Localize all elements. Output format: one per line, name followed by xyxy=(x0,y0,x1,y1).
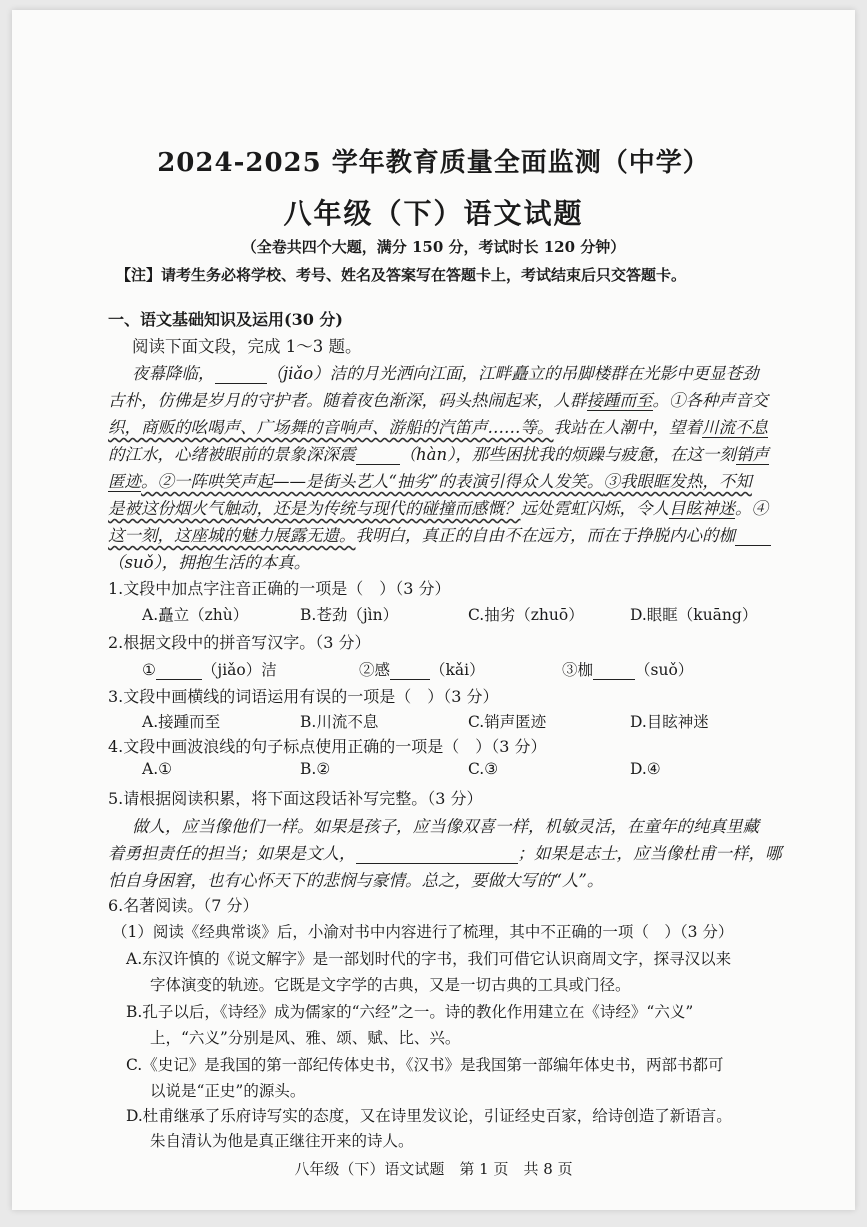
question-4-stem: 4.文段中画波浪线的句子标点使用正确的一项是（ ）（3 分） xyxy=(108,737,547,756)
answer-blank xyxy=(356,448,400,465)
question-1-stem: 1.文段中加点字注音正确的一项是（ ）（3 分） xyxy=(108,579,451,598)
q3-option-c: C.销声匿迹 xyxy=(468,713,547,731)
passage-line: 古朴，仿佛是岁月的守护者。随着夜色渐深，码头热闹起来，人群接踵而至。①各种声音交 xyxy=(108,391,768,410)
q2-item-3: ③枷 （suǒ） xyxy=(562,661,694,679)
q5-line: 怕自身困窘，也有心怀天下的悲悯与豪情。总之，要做大写的“人”。 xyxy=(108,871,604,890)
q3-option-d: D.目眩神迷 xyxy=(630,713,709,731)
question-3-stem: 3.文段中画横线的词语运用有误的一项是（ ）（3 分） xyxy=(108,687,499,706)
passage-line: 的江水，心绪被眼前的景象深深震 （hàn），那些困扰我的烦躁与疲惫，在这一刻销声 xyxy=(108,445,769,464)
passage-line: 夜幕降临， （jiǎo）洁的月光洒向江面，江畔矗立的吊脚楼群在光影中更显苍劲 xyxy=(132,364,759,383)
exam-page xyxy=(12,10,855,1210)
q6-option-a: A.东汉许慎的《说文解字》是一部划时代的字书，我们可借它认识商周文字，探寻汉以来 xyxy=(126,950,732,968)
q6-option-c-cont: 以说是“正史”的源头。 xyxy=(150,1082,306,1100)
q5-line: 着勇担责任的担当；如果是文人， ；如果是志士，应当像杜甫一样，哪 xyxy=(108,844,782,863)
q4-option-d: D.④ xyxy=(630,760,661,778)
question-6-stem: 6.名著阅读。（7 分） xyxy=(108,896,259,915)
q4-option-a: A.① xyxy=(142,760,173,778)
exam-title: 2024-2025 学年教育质量全面监测（中学） xyxy=(157,148,710,178)
q1-option-b: B.苍劲（jìn） xyxy=(300,606,399,624)
q6-option-d: D.杜甫继承了乐府诗写实的态度，又在诗里发议论，引证经史百家，给诗创造了新语言。 xyxy=(126,1107,732,1125)
question-5-stem: 5.请根据阅读积累，将下面这段话补写完整。（3 分） xyxy=(108,789,483,808)
q1-option-a: A.矗立（zhù） xyxy=(142,606,249,624)
q6-option-b: B.孔子以后，《诗经》成为儒家的“六经”之一。诗的教化作用建立在《诗经》“六义” xyxy=(126,1003,694,1021)
q4-option-b: B.② xyxy=(300,760,331,778)
q2-item-1: ① （jiǎo）洁 xyxy=(142,661,277,679)
q5-line: 做人，应当像他们一样。如果是孩子，应当像双喜一样，机敏灵活，在童年的纯真里藏 xyxy=(132,817,759,836)
answer-blank xyxy=(156,663,202,680)
q6-sub-question: （1）阅读《经典常谈》后，小渝对书中内容进行了梳理，其中不正确的一项（ ）（3 分） xyxy=(112,923,734,941)
exam-note: 【注】请考生务必将学校、考号、姓名及答案写在答题卡上，考试结束后只交答题卡。 xyxy=(116,266,687,284)
q4-option-c: C.③ xyxy=(468,760,499,778)
exam-info: （全卷共四个大题，满分 150 分，考试时长 120 分钟） xyxy=(241,238,626,256)
q3-option-a: A.接踵而至 xyxy=(142,713,221,731)
exam-subtitle: 八年级（下）语文试题 xyxy=(283,197,584,230)
answer-blank xyxy=(390,663,430,680)
answer-blank xyxy=(215,367,267,384)
q6-option-d-cont: 朱自清认为他是真正继往开来的诗人。 xyxy=(150,1132,414,1150)
answer-blank xyxy=(593,663,635,680)
q6-option-a-cont: 字体演变的轨迹。它既是文字学的古典，又是一切古典的工具或门径。 xyxy=(150,976,631,994)
q6-option-c: C.《史记》是我国的第一部纪传体史书，《汉书》是我国第一部编年体史书，两部书都可 xyxy=(126,1056,724,1074)
answer-blank xyxy=(735,529,771,546)
q1-option-d: D.眼眶（kuāng） xyxy=(630,606,758,624)
q3-option-b: B.川流不息 xyxy=(300,713,379,731)
passage-line: 这一刻，这座城的魅力展露无遗。我明白，真正的自由不在远方，而在于挣脱内心的枷 xyxy=(108,522,771,546)
passage-line: 织，商贩的吆喝声、广场舞的音响声、游船的汽笛声……等。我站在人潮中，望着川流不息 xyxy=(108,418,768,437)
q2-item-2: ②感 （kǎi） xyxy=(359,661,485,679)
answer-blank xyxy=(356,847,518,864)
passage-line: 是被这份烟火气触动，还是为传统与现代的碰撞而感慨？远处霓虹闪烁，令人目眩神迷。④ xyxy=(108,499,768,518)
passage-line: （suǒ），拥抱生活的本真。 xyxy=(108,553,311,572)
q1-option-c: C.抽劣（zhuō） xyxy=(468,606,584,624)
page-footer: 八年级（下）语文试题 第 1 页 共 8 页 xyxy=(294,1160,573,1178)
section-intro: 阅读下面文段，完成 1～3 题。 xyxy=(132,337,362,356)
passage-line: 匿迹。②一阵哄笑声起——是街头艺人“抽劣”的表演引得众人发笑。③我眼眶发热，不知 xyxy=(108,472,752,491)
question-2-stem: 2.根据文段中的拼音写汉字。（3 分） xyxy=(108,633,371,652)
section-heading: 一、语文基础知识及运用(30 分) xyxy=(108,310,343,329)
q6-option-b-cont: 上，“六义”分别是风、雅、颂、赋、比、兴。 xyxy=(150,1029,461,1047)
